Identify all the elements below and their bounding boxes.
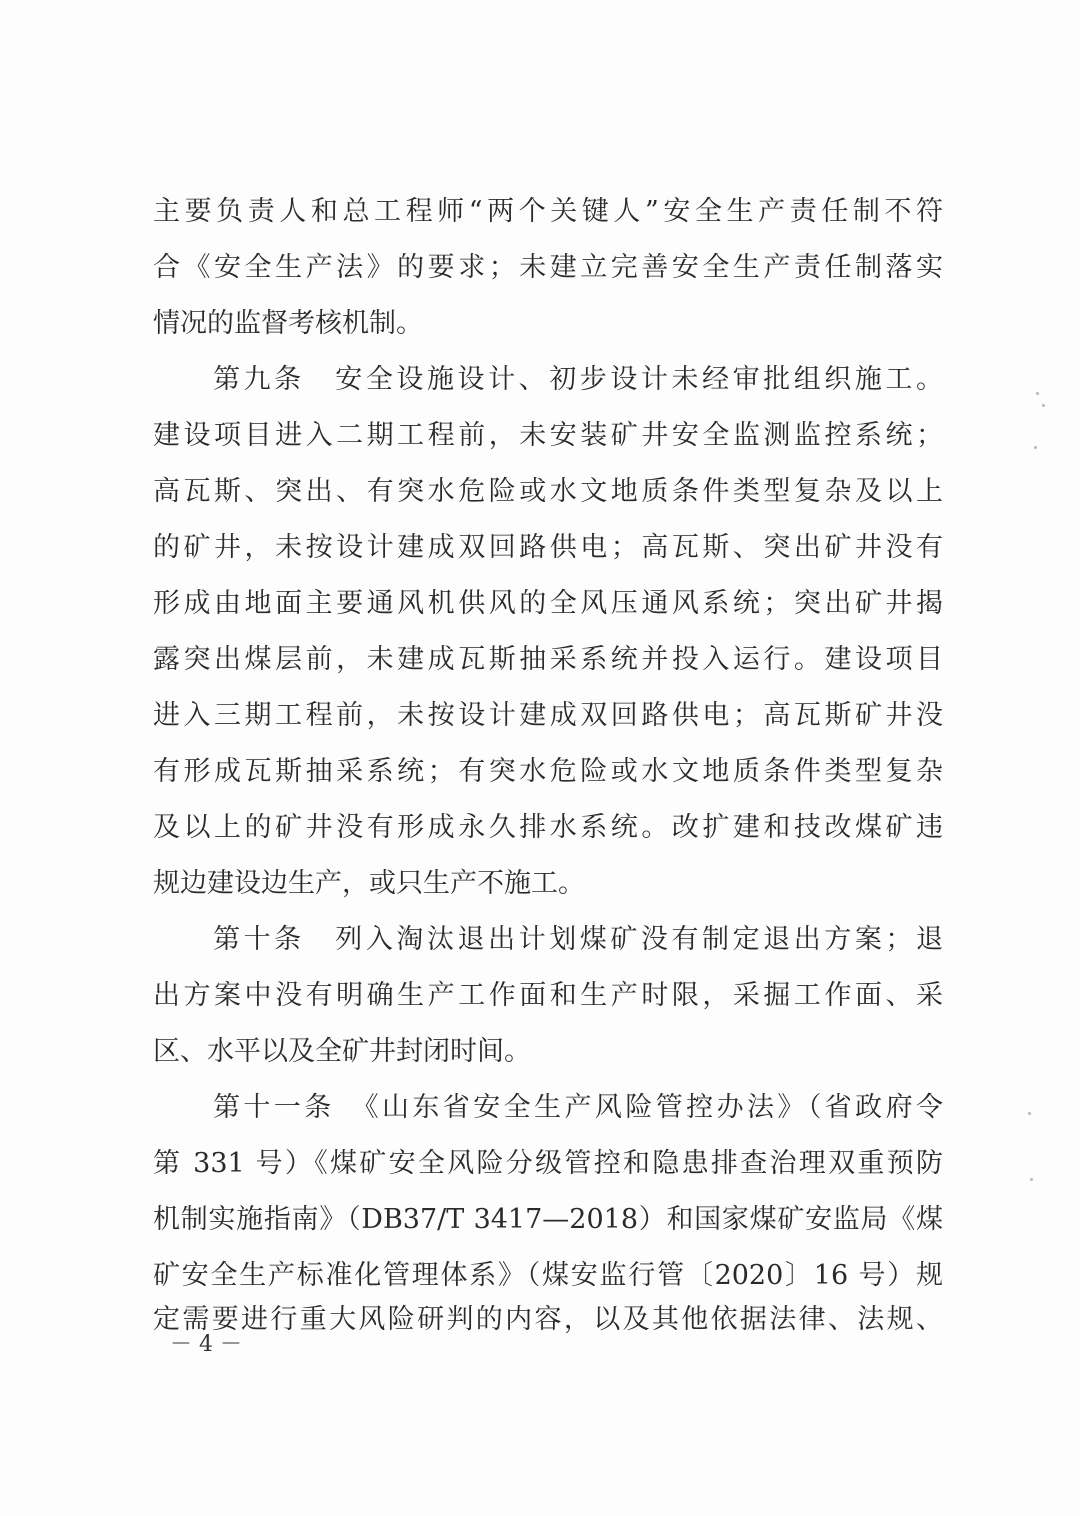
paragraph-line: 矿安全生产标准化管理体系》（煤安监行管〔2020〕16 号）规 [153, 1260, 943, 1291]
scan-speck [1030, 1178, 1033, 1181]
paragraph-line: 规边建设边生产，或只生产不施工。 [153, 868, 585, 899]
paragraph-line: 的矿井，未按设计建成双回路供电；高瓦斯、突出矿井没有 [153, 532, 943, 563]
article-10-heading-line: 第十条 列入淘汰退出计划煤矿没有制定退出方案；退 [213, 924, 943, 955]
paragraph-line: 区、水平以及全矿井封闭时间。 [153, 1036, 531, 1067]
scan-speck [1036, 392, 1039, 395]
paragraph-line: 定需要进行重大风险研判的内容，以及其他依据法律、法规、 [153, 1304, 943, 1335]
paragraph-line: 高瓦斯、突出、有突水危险或水文地质条件类型复杂及以上 [153, 476, 943, 507]
paragraph-line: 情况的监督考核机制。 [153, 308, 423, 339]
scan-speck [1034, 446, 1037, 449]
article-9-heading-line: 第九条 安全设施设计、初步设计未经审批组织施工。 [213, 364, 943, 395]
paragraph-line: 进入三期工程前，未按设计建成双回路供电；高瓦斯矿井没 [153, 700, 943, 731]
paragraph-line: 露突出煤层前，未建成瓦斯抽采系统并投入运行。建设项目 [153, 644, 943, 675]
paragraph-line: 主要负责人和总工程师“两个关键人”安全生产责任制不符 [153, 196, 943, 227]
article-11-heading-line: 第十一条 《山东省安全生产风险管控办法》（省政府令 [213, 1092, 943, 1123]
paragraph-line: 建设项目进入二期工程前，未安装矿井安全监测监控系统； [153, 420, 943, 451]
paragraph-line: 出方案中没有明确生产工作面和生产时限，采掘工作面、采 [153, 980, 943, 1011]
paragraph-line: 有形成瓦斯抽采系统；有突水危险或水文地质条件类型复杂 [153, 756, 943, 787]
paragraph-line: 形成由地面主要通风机供风的全风压通风系统；突出矿井揭 [153, 588, 943, 619]
scan-speck [1028, 1112, 1031, 1115]
page-number: － 4 － [170, 1332, 242, 1357]
paragraph-line: 机制实施指南》（DB37/T 3417—2018）和国家煤矿安监局《煤 [153, 1204, 943, 1235]
paragraph-line: 及以上的矿井没有形成永久排水系统。改扩建和技改煤矿违 [153, 812, 943, 843]
scan-speck [1042, 404, 1045, 407]
paragraph-line: 第 331 号）《煤矿安全风险分级管控和隐患排查治理双重预防 [153, 1148, 943, 1179]
paragraph-line: 合《安全生产法》的要求；未建立完善安全生产责任制落实 [153, 252, 943, 283]
